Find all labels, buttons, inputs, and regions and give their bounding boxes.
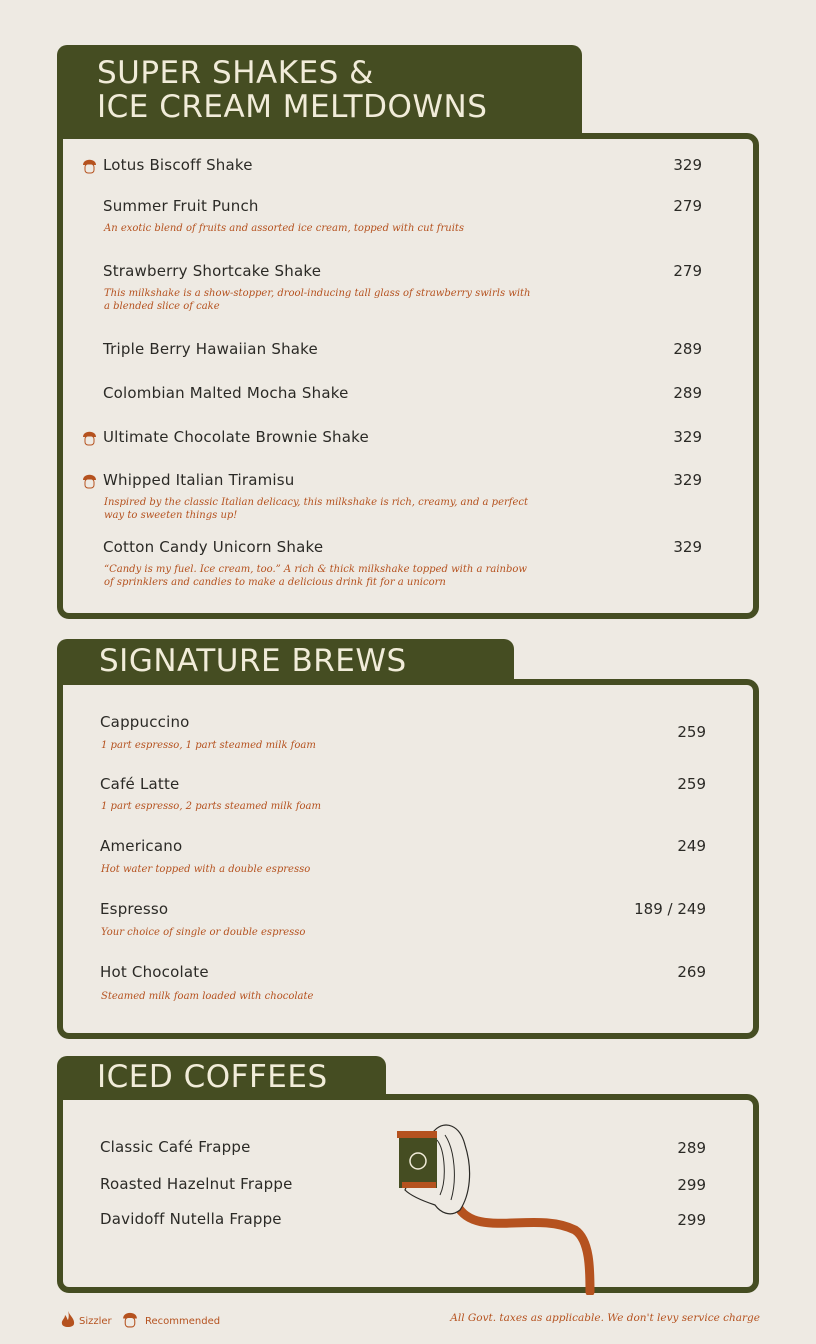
menu-item-price: 279 — [673, 262, 702, 280]
menu-item-name: Classic Café Frappe — [100, 1138, 251, 1156]
footer-tax-note: All Govt. taxes as applicable. We don't levy service charge — [450, 1312, 760, 1324]
menu-item-name: Colombian Malted Mocha Shake — [103, 384, 349, 402]
sizzler-icon — [60, 1311, 76, 1329]
legend-recommended-label: Recommended — [145, 1316, 221, 1327]
menu-item-name: Cappuccino — [100, 713, 190, 731]
menu-item-name: Lotus Biscoff Shake — [103, 156, 253, 174]
legend-sizzler-label: Sizzler — [79, 1316, 112, 1327]
menu-item-name: Davidoff Nutella Frappe — [100, 1210, 282, 1228]
menu-item-name: Summer Fruit Punch — [103, 197, 259, 215]
menu-item-price: 289 — [673, 340, 702, 358]
menu-item-price: 289 — [677, 1139, 706, 1157]
menu-item-description: 1 part espresso, 2 parts steamed milk foam — [101, 801, 321, 812]
menu-item-description: Your choice of single or double espresso — [101, 927, 306, 938]
recommended-icon — [82, 157, 97, 174]
menu-item-price: 329 — [673, 471, 702, 489]
menu-item-name: Café Latte — [100, 775, 180, 793]
section-title: ICED COFFEES — [97, 1059, 328, 1095]
menu-item-description: Hot water topped with a double espresso — [101, 864, 311, 875]
menu-item-price: 329 — [673, 156, 702, 174]
recommended-icon — [82, 472, 97, 489]
section-header-brews — [57, 639, 514, 681]
menu-item-price: 289 — [673, 384, 702, 402]
menu-item-price: 299 — [677, 1211, 706, 1229]
menu-item-description: Steamed milk foam loaded with chocolate — [101, 991, 314, 1002]
section-header-shakes — [57, 45, 582, 134]
coffee-hand-illustration — [385, 1120, 605, 1295]
menu-item-description: 1 part espresso, 1 part steamed milk foam — [101, 740, 316, 751]
menu-item-description: This milkshake is a show-stopper, drool-inducing tall glass of strawberry swirls with a blended slice of cake — [104, 288, 531, 312]
menu-item-name: Strawberry Shortcake Shake — [103, 262, 322, 280]
menu-item-price: 189 / 249 — [634, 900, 706, 918]
menu-item-name: Americano — [100, 837, 183, 855]
menu-item-price: 299 — [677, 1176, 706, 1194]
section-title-line: SUPER SHAKES & — [97, 55, 374, 91]
menu-item-price: 249 — [677, 837, 706, 855]
menu-item-name: Triple Berry Hawaiian Shake — [103, 340, 318, 358]
menu-item-name: Whipped Italian Tiramisu — [103, 471, 295, 489]
menu-item-name: Roasted Hazelnut Frappe — [100, 1175, 293, 1193]
section-header-iced-coffees — [57, 1056, 386, 1096]
menu-item-price: 259 — [677, 775, 706, 793]
menu-item-name: Ultimate Chocolate Brownie Shake — [103, 428, 369, 446]
section-title-line: ICE CREAM MELTDOWNS — [97, 89, 488, 125]
menu-item-price: 259 — [677, 723, 706, 741]
menu-item-name: Espresso — [100, 900, 169, 918]
menu-item-description: An exotic blend of fruits and assorted ice cream, topped with cut fruits — [104, 223, 465, 234]
menu-item-name: Hot Chocolate — [100, 963, 209, 981]
menu-item-price: 329 — [673, 428, 702, 446]
section-title: SIGNATURE BREWS — [99, 643, 407, 679]
recommended-icon — [122, 1310, 138, 1328]
menu-item-price: 329 — [673, 538, 702, 556]
menu-item-name: Cotton Candy Unicorn Shake — [103, 538, 324, 556]
menu-item-description: Inspired by the classic Italian delicacy, this milkshake is rich, creamy, and a perfect way to sweeten things up! — [104, 497, 529, 521]
menu-item-price: 269 — [677, 963, 706, 981]
menu-item-description: “Candy is my fuel. Ice cream, too.” A rich & thick milkshake topped with a rainbow of sprinklers and candies to make a delicious drink fit for a unicorn — [104, 564, 527, 588]
menu-item-price: 279 — [673, 197, 702, 215]
recommended-icon — [82, 429, 97, 446]
